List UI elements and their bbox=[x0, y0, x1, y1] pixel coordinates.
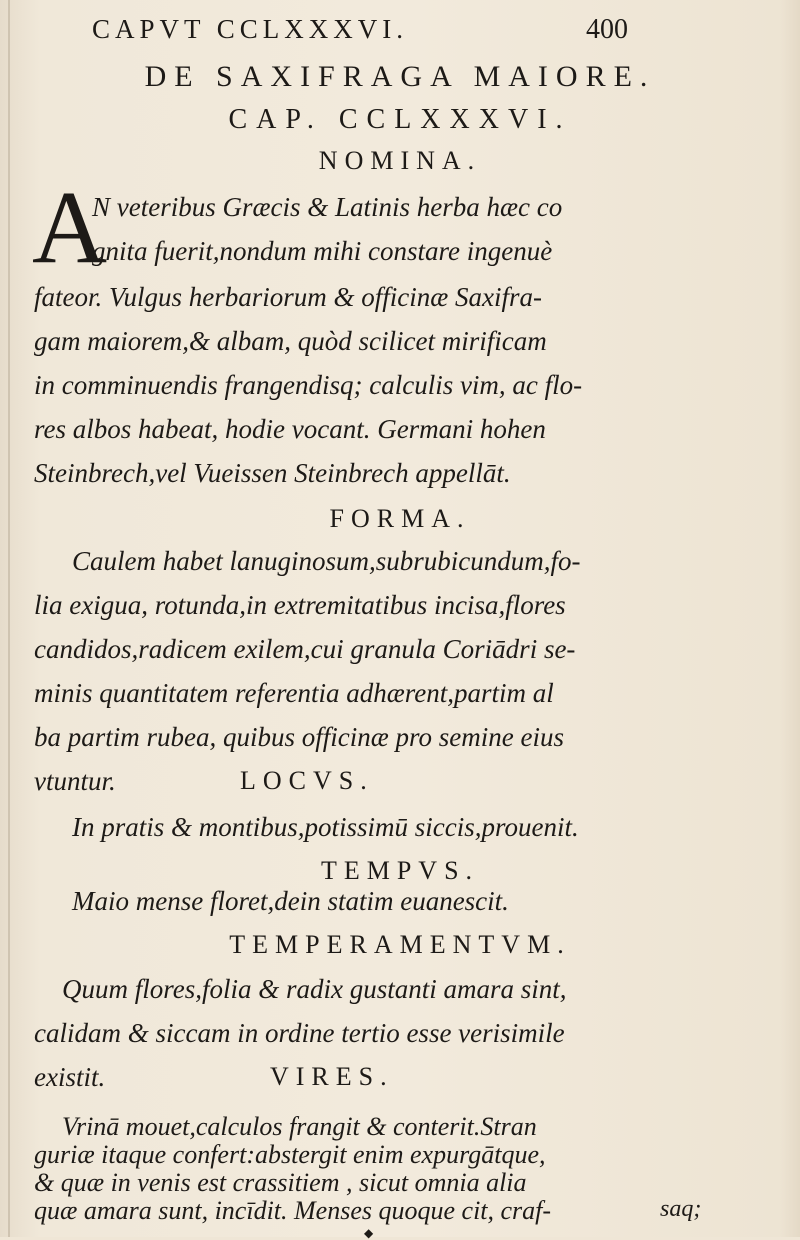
text-line: existit. bbox=[34, 1062, 106, 1092]
chapter-number: CAP. CCLXXXVI. bbox=[228, 104, 572, 135]
signature-mark: ◆ bbox=[364, 1226, 374, 1240]
text-line: lia exigua, rotunda,in extremitatibus incisa,flores bbox=[34, 590, 566, 620]
text-line: res albos habeat, hodie vocant. Germani hohen bbox=[34, 414, 546, 444]
section-heading-tempus: TEMPVS. bbox=[320, 856, 480, 885]
text-line: minis quantitatem referentia adhærent,partim al bbox=[34, 678, 554, 708]
text-line: vtuntur. bbox=[34, 766, 116, 796]
text-line: gnita fuerit,nondum mihi constare ingenuè bbox=[92, 236, 553, 266]
text-line: & quæ in venis est crassitiem , sicut omnia alia bbox=[34, 1168, 527, 1197]
text-line: in comminuendis frangendisq; calculis vim, ac flo- bbox=[34, 370, 583, 400]
section-heading-vires: VIRES. bbox=[270, 1062, 394, 1091]
section-heading-temperamentum: TEMPERAMENTVM. bbox=[229, 930, 571, 959]
text-line: ba partim rubea, quibus officinæ pro semine eius bbox=[34, 722, 564, 752]
page-number: 400 bbox=[586, 14, 628, 45]
text-line: Maio mense floret,dein statim euanescit. bbox=[72, 886, 509, 916]
text-line: Steinbrech,vel Vueissen Steinbrech appellāt. bbox=[34, 458, 511, 488]
section-heading-nomina: NOMINA. bbox=[318, 146, 482, 175]
text-line: In pratis & montibus,potissimū siccis,prouenit. bbox=[72, 812, 579, 842]
page-edge bbox=[8, 0, 10, 1237]
text-line: guriæ itaque confert:abstergit enim expurgātque, bbox=[34, 1140, 546, 1169]
text-line: N veteribus Græcis & Latinis herba hæc co bbox=[92, 192, 563, 222]
text-line: Vrinā mouet,calculos frangit & conterit.Stran bbox=[62, 1112, 537, 1141]
running-head: CAPVT CCLXXXVI. bbox=[92, 14, 409, 44]
text-line: Caulem habet lanuginosum,subrubicundum,fo- bbox=[72, 546, 581, 576]
section-heading-locus: LOCVS. bbox=[240, 766, 374, 795]
text-line: gam maiorem,& albam, quòd scilicet mirificam bbox=[34, 326, 547, 356]
text-line: calidam & siccam in ordine tertio esse verisimile bbox=[34, 1018, 565, 1048]
section-heading-forma: FORMA. bbox=[329, 504, 471, 533]
text-line: quæ amara sunt, incīdit. Menses quoque cit, craf- bbox=[34, 1196, 552, 1225]
chapter-title: DE SAXIFRAGA MAIORE. bbox=[144, 60, 656, 93]
text-line: Quum flores,folia & radix gustanti amara sint, bbox=[62, 974, 567, 1004]
catchword: saq; bbox=[660, 1196, 702, 1222]
text-line: fateor. Vulgus herbariorum & officinæ Saxifra- bbox=[34, 282, 542, 312]
text-line: candidos,radicem exilem,cui granula Coriādri se- bbox=[34, 634, 576, 664]
drop-cap: A bbox=[32, 170, 108, 285]
